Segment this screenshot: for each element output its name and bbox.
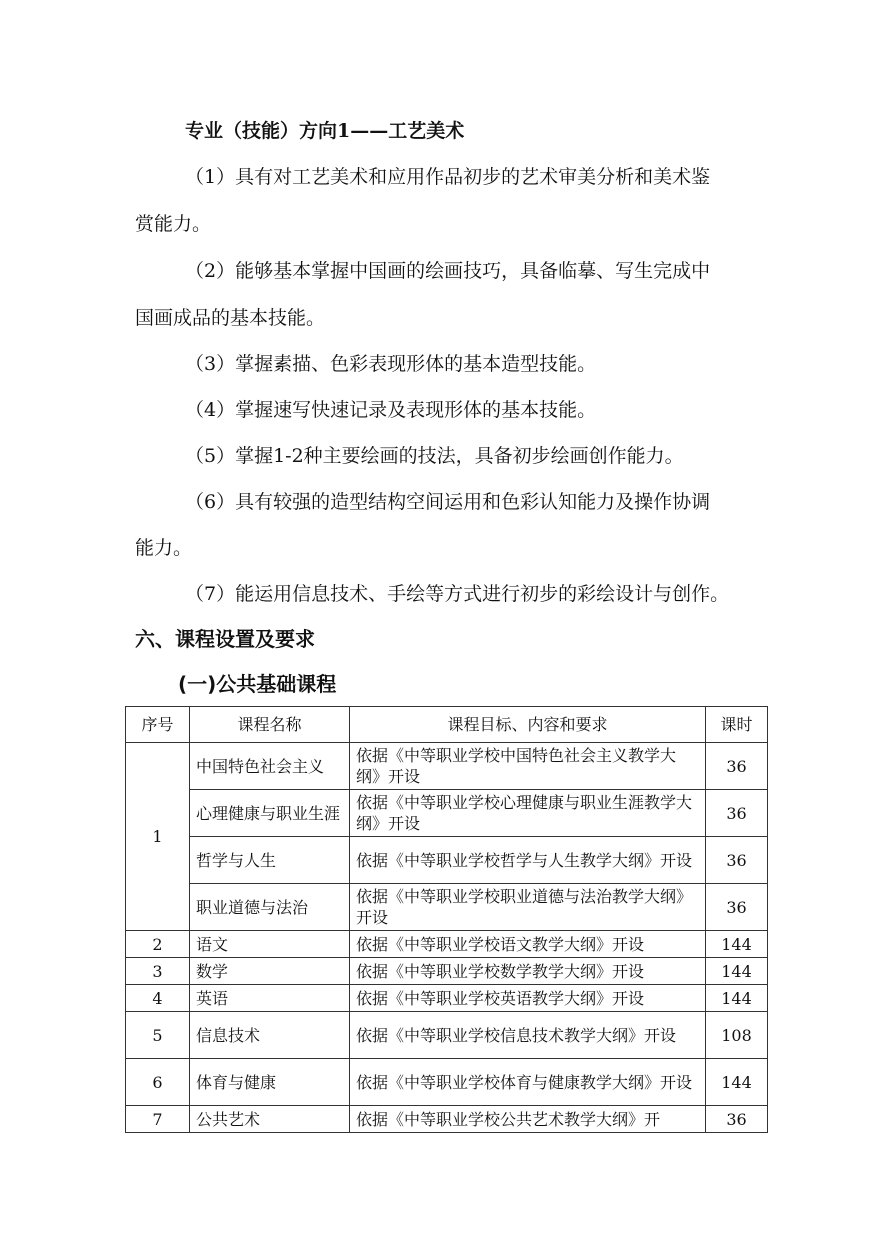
table-row xyxy=(126,837,768,884)
table-row xyxy=(126,743,768,790)
ability-7: （7）能运用信息技术、手绘等方式进行初步的彩绘设计与创作。 xyxy=(185,583,730,605)
course-hours: 144 xyxy=(706,985,768,1012)
table-row xyxy=(126,1012,768,1059)
ability-1-line1: （1）具有对工艺美术和应用作品初步的艺术审美分析和美术鉴 xyxy=(185,166,711,188)
course-name: 职业道德与法治 xyxy=(190,884,350,931)
course-goal: 依据《中等职业学校职业道德与法治教学大纲》开设 xyxy=(350,884,706,931)
course-hours: 36 xyxy=(706,884,768,931)
ability-6-line1: （6）具有较强的造型结构空间运用和色彩认知能力及操作协调 xyxy=(185,491,711,513)
table-row xyxy=(126,931,768,958)
course-goal: 依据《中等职业学校公共艺术教学大纲》开 xyxy=(350,1106,706,1133)
ability-2-line2: 国画成品的基本技能。 xyxy=(135,307,326,329)
course-goal: 依据《中等职业学校信息技术教学大纲》开设 xyxy=(350,1012,706,1059)
ability-1-line2: 赏能力。 xyxy=(135,213,212,235)
table-header-row xyxy=(126,707,768,743)
row-no: 7 xyxy=(126,1106,190,1133)
table-row xyxy=(126,790,768,837)
course-hours: 108 xyxy=(706,1012,768,1059)
course-goal: 依据《中等职业学校哲学与人生教学大纲》开设 xyxy=(350,837,706,884)
course-name: 英语 xyxy=(190,985,350,1012)
course-hours: 36 xyxy=(706,790,768,837)
table-row xyxy=(126,985,768,1012)
row-no: 4 xyxy=(126,985,190,1012)
course-goal: 依据《中等职业学校中国特色社会主义教学大纲》开设 xyxy=(350,743,706,790)
row-no: 5 xyxy=(126,1012,190,1059)
ability-4: （4）掌握速写快速记录及表现形体的基本技能。 xyxy=(185,399,597,421)
header-hours: 课时 xyxy=(706,707,768,743)
course-hours: 144 xyxy=(706,1059,768,1106)
row-no: 3 xyxy=(126,958,190,985)
course-name: 心理健康与职业生涯 xyxy=(190,790,350,837)
ability-6-line2: 能力。 xyxy=(135,537,193,559)
course-name: 数学 xyxy=(190,958,350,985)
table-row xyxy=(126,958,768,985)
header-goal: 课程目标、内容和要求 xyxy=(350,707,706,743)
course-hours: 36 xyxy=(706,743,768,790)
ability-3: （3）掌握素描、色彩表现形体的基本造型技能。 xyxy=(185,353,597,375)
course-goal: 依据《中等职业学校英语教学大纲》开设 xyxy=(350,985,706,1012)
table-row xyxy=(126,884,768,931)
row-no: 2 xyxy=(126,931,190,958)
header-no: 序号 xyxy=(126,707,190,743)
course-hours: 144 xyxy=(706,931,768,958)
ability-2-line1: （2）能够基本掌握中国画的绘画技巧，具备临摹、写生完成中 xyxy=(185,260,711,282)
course-hours: 36 xyxy=(706,837,768,884)
course-goal: 依据《中等职业学校数学教学大纲》开设 xyxy=(350,958,706,985)
row-no: 6 xyxy=(126,1059,190,1106)
course-name: 信息技术 xyxy=(190,1012,350,1059)
course-name: 体育与健康 xyxy=(190,1059,350,1106)
sub-heading: (一)公共基础课程 xyxy=(178,672,337,696)
direction-title: 专业（技能）方向1——工艺美术 xyxy=(185,120,465,142)
course-name: 语文 xyxy=(190,931,350,958)
course-goal: 依据《中等职业学校体育与健康教学大纲》开设 xyxy=(350,1059,706,1106)
course-table xyxy=(125,706,768,1133)
header-name: 课程名称 xyxy=(190,707,350,743)
section-heading: 六、课程设置及要求 xyxy=(135,627,315,651)
table-row xyxy=(126,1059,768,1106)
ability-5: （5）掌握1-2种主要绘画的技法，具备初步绘画创作能力。 xyxy=(185,445,684,467)
course-goal: 依据《中等职业学校心理健康与职业生涯教学大纲》开设 xyxy=(350,790,706,837)
row-no: 1 xyxy=(126,743,190,931)
course-name: 中国特色社会主义 xyxy=(190,743,350,790)
course-name: 公共艺术 xyxy=(190,1106,350,1133)
course-goal: 依据《中等职业学校语文教学大纲》开设 xyxy=(350,931,706,958)
table-row xyxy=(126,1106,768,1133)
course-hours: 144 xyxy=(706,958,768,985)
course-hours: 36 xyxy=(706,1106,768,1133)
course-name: 哲学与人生 xyxy=(190,837,350,884)
